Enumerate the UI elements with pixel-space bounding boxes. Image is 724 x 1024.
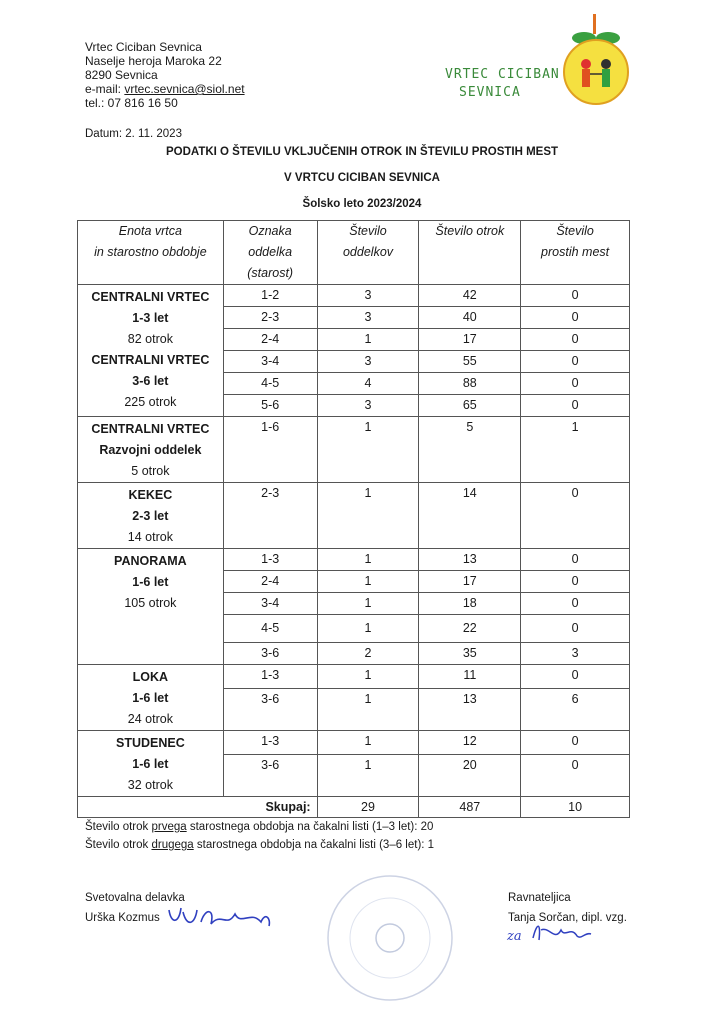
table-cell: 20: [419, 755, 521, 797]
table-cell: 4-5: [223, 373, 317, 395]
table-cell: 1: [317, 665, 419, 689]
table-cell: 55: [419, 351, 521, 373]
table-cell: 1: [317, 417, 419, 483]
unit-cell: PANORAMA 1-6 let 105 otrok: [78, 549, 224, 665]
table-cell: 1: [317, 483, 419, 549]
table-cell: 12: [419, 731, 521, 755]
email-line: e-mail: vrtec.sevnica@siol.net: [85, 82, 245, 96]
table-row: [78, 665, 630, 689]
table-cell: 6: [521, 689, 630, 731]
table-cell: 3-4: [223, 351, 317, 373]
logo-text: VRTEC CICIBAN SEVNICA: [445, 67, 560, 100]
table-cell: 3-6: [223, 689, 317, 731]
waiting-second: Število otrok drugega starostnega obdobja na čakalni listi (3–6 let): 1: [85, 839, 435, 851]
table-cell: 2-4: [223, 329, 317, 351]
total-free: 10: [521, 797, 630, 818]
total-label: Skupaj:: [78, 797, 318, 818]
left-name: Urška Kozmus: [85, 912, 160, 924]
table-cell: 0: [521, 329, 630, 351]
table-header-row: [78, 221, 630, 285]
table-cell: 0: [521, 307, 630, 329]
table-cell: 4: [317, 373, 419, 395]
table-row: [78, 731, 630, 755]
unit-cell: KEKEC 2-3 let 14 otrok: [78, 483, 224, 549]
logo-apple-icon: [560, 12, 632, 107]
table-cell: 35: [419, 643, 521, 665]
total-groups: 29: [317, 797, 419, 818]
col-header-groups: Število oddelkov: [317, 221, 419, 285]
table-cell: 3: [521, 643, 630, 665]
table-cell: 3-6: [223, 643, 317, 665]
table-cell: 0: [521, 549, 630, 571]
table-cell: 1-2: [223, 285, 317, 307]
table-row: [78, 285, 630, 307]
table-cell: 14: [419, 483, 521, 549]
table-cell: 1: [521, 417, 630, 483]
address-block: [85, 40, 245, 110]
right-name: Tanja Sorčan, dipl. vzg.: [508, 912, 627, 924]
table-cell: 1: [317, 689, 419, 731]
city: 8290 Sevnica: [85, 68, 158, 82]
col-header-unit: Enota vrtca in starostno obdobje: [78, 221, 224, 285]
table-cell: 3-6: [223, 755, 317, 797]
table-cell: 2-3: [223, 483, 317, 549]
school-year: Šolsko leto 2023/2024: [302, 198, 422, 210]
total-row: [78, 797, 630, 818]
col-header-free: Število prostih mest: [521, 221, 630, 285]
table-cell: 11: [419, 665, 521, 689]
unit-cell: CENTRALNI VRTEC Razvojni oddelek 5 otrok: [78, 417, 224, 483]
table-cell: 3: [317, 307, 419, 329]
phone: tel.: 07 816 16 50: [85, 96, 178, 110]
table-cell: 0: [521, 285, 630, 307]
total-children: 487: [419, 797, 521, 818]
street: Naselje heroja Maroka 22: [85, 54, 222, 68]
handwritten-signature-right: [505, 918, 595, 948]
table-cell: 1: [317, 329, 419, 351]
right-role: Ravnateljica: [508, 892, 571, 904]
table-cell: 0: [521, 351, 630, 373]
table-cell: 0: [521, 571, 630, 593]
table-cell: 40: [419, 307, 521, 329]
table-cell: 1-3: [223, 731, 317, 755]
col-header-mark: Oznaka oddelka (starost): [223, 221, 317, 285]
table-cell: 18: [419, 593, 521, 615]
table-cell: 3: [317, 395, 419, 417]
official-stamp-icon: [320, 868, 460, 1008]
table-cell: 2: [317, 643, 419, 665]
table-cell: 1: [317, 731, 419, 755]
table-row: [78, 417, 630, 483]
table-cell: 5-6: [223, 395, 317, 417]
table-cell: 42: [419, 285, 521, 307]
table-cell: 3: [317, 285, 419, 307]
table-cell: 1-3: [223, 549, 317, 571]
table-cell: 88: [419, 373, 521, 395]
handwritten-signature-left: [165, 900, 275, 936]
table-cell: 1-3: [223, 665, 317, 689]
table-cell: 1: [317, 615, 419, 643]
table-cell: 0: [521, 615, 630, 643]
table-cell: 1: [317, 571, 419, 593]
waiting-first: Število otrok prvega starostnega obdobja na čakalni listi (1–3 let): 20: [85, 821, 434, 833]
table-row: [78, 549, 630, 571]
table-cell: 1: [317, 755, 419, 797]
unit-cell: LOKA 1-6 let 24 otrok: [78, 665, 224, 731]
table-cell: 0: [521, 483, 630, 549]
table-cell: 2-4: [223, 571, 317, 593]
table-row: [78, 483, 630, 549]
table-cell: 1: [317, 549, 419, 571]
table-cell: 2-3: [223, 307, 317, 329]
left-role: Svetovalna delavka: [85, 892, 185, 904]
table-cell: 3-4: [223, 593, 317, 615]
table-cell: 13: [419, 549, 521, 571]
table-cell: 17: [419, 571, 521, 593]
unit-cell: CENTRALNI VRTEC 1-3 let 82 otrok CENTRALNI VRTEC 3-6 let 225 otrok: [78, 285, 224, 417]
org-name: Vrtec Ciciban Sevnica: [85, 40, 202, 54]
col-header-children: Število otrok: [419, 221, 521, 285]
table-cell: 0: [521, 373, 630, 395]
table-cell: 13: [419, 689, 521, 731]
table-cell: 0: [521, 755, 630, 797]
email-link[interactable]: vrtec.sevnica@siol.net: [124, 82, 245, 96]
waiting-list-info: [85, 818, 434, 854]
document-date: Datum: 2. 11. 2023: [85, 128, 182, 140]
table-cell: 5: [419, 417, 521, 483]
document-title: PODATKI O ŠTEVILU VKLJUČENIH OTROK IN ŠTEVILU PROSTIH MEST: [165, 146, 559, 158]
table-cell: 17: [419, 329, 521, 351]
table-cell: 3: [317, 351, 419, 373]
document-subtitle: V VRTCU CICIBAN SEVNICA: [284, 172, 440, 184]
table-cell: 0: [521, 395, 630, 417]
table-cell: 0: [521, 593, 630, 615]
unit-cell: STUDENEC 1-6 let 32 otrok: [78, 731, 224, 797]
table-cell: 1-6: [223, 417, 317, 483]
table-cell: 0: [521, 731, 630, 755]
table-cell: 4-5: [223, 615, 317, 643]
svg-text:za: za: [507, 929, 522, 944]
table-cell: 0: [521, 665, 630, 689]
table-cell: 1: [317, 593, 419, 615]
enrolment-table: [77, 220, 630, 818]
table-cell: 22: [419, 615, 521, 643]
table-cell: 65: [419, 395, 521, 417]
